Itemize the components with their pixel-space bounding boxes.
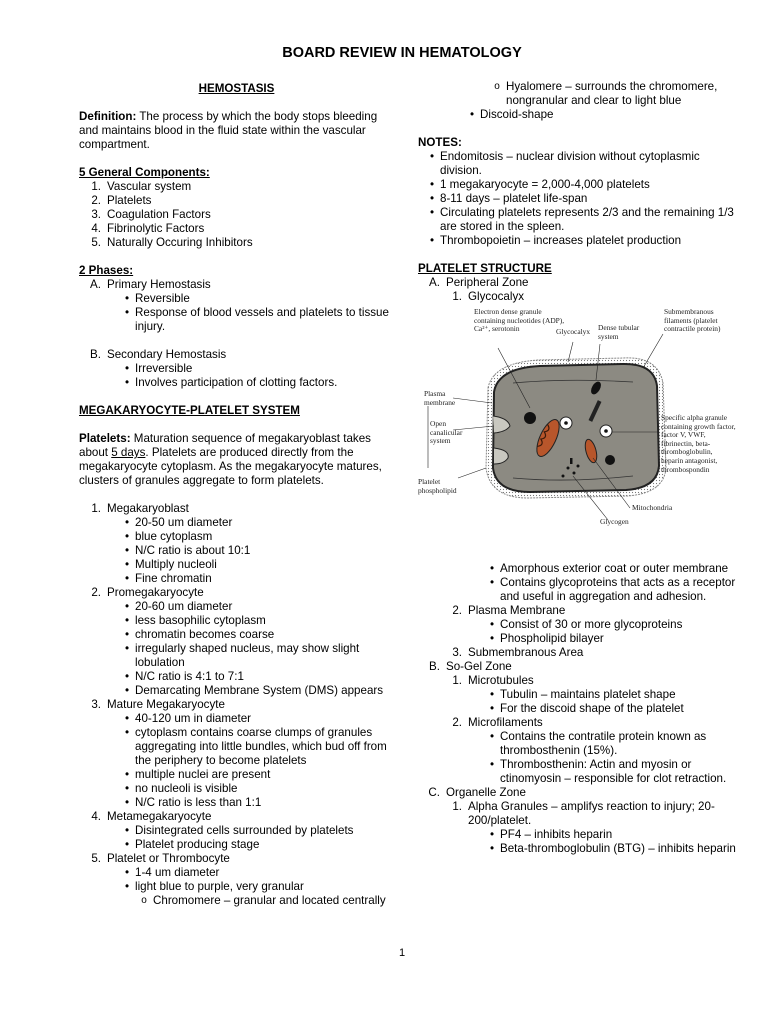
list-item: • cytoplasm contains coarse clumps of granules aggregating into little bundles, which bud off from the periphery to become platelets: [124, 726, 387, 767]
list-item: 1. Glycocalyx: [452, 290, 525, 303]
list-item: • Circulating platelets represents 2/3 and the remaining 1/3 are stored in the spleen.: [429, 206, 734, 233]
label-mitochondria: Mitochondria: [632, 503, 673, 512]
list-item: • 1-4 um diameter: [124, 866, 220, 879]
label-dense-tubular-system: Dense tubular system: [598, 323, 640, 341]
right-column: [418, 82, 736, 856]
label-plasma-membrane: Plasma membrane: [424, 389, 456, 407]
definition-text: The process by which the body stops bleeding and maintains blood in the fluid state within the vascular compartment.: [79, 110, 378, 151]
label-alpha-granule: Specific alpha granule containing growth factor, factor V, VWF, fibrinectin, beta-thromboglobulin, heparin antagonist, thrombospondin: [661, 413, 736, 474]
list-item: • irregularly shaped nucleus, may show slight lobulation: [124, 642, 360, 669]
platelet-structure-diagram: [418, 308, 736, 558]
list-item: A. Peripheral Zone: [429, 276, 529, 289]
list-item: • Consist of 30 or more glycoproteins: [489, 618, 683, 631]
label-open-canalicular-system: Open canalicular system: [430, 419, 463, 446]
label-electron-dense-granule: Electron dense granule containing nucleotides (ADP), Ca²⁺, serotonin: [474, 307, 565, 334]
list-item: • Thrombosthenin: Actin and myosin or ctinomyosin – responsible for clot retraction.: [489, 758, 727, 785]
list-item: • blue cytoplasm: [124, 530, 213, 543]
label-submembranous-filaments: Submembranous filaments (platelet contractile protein): [664, 307, 721, 334]
list-item: • Contains glycoproteins that acts as a receptor and useful in aggregation and adhesion.: [489, 576, 736, 603]
stage-1: 1. Megakaryoblast: [91, 502, 189, 515]
stage-4: 4. Metamegakaryocyte: [91, 810, 212, 823]
list-item: • Beta-thromboglobulin (BTG) – inhibits heparin: [489, 842, 736, 855]
list-item: 3. Coagulation Factors: [91, 208, 211, 221]
label-platelet-phospholipid: Platelet phospholipid: [418, 477, 457, 495]
label-glycocalyx: Glycocalyx: [556, 327, 591, 336]
list-item: • N/C ratio is about 10:1: [124, 544, 251, 557]
list-item: o Hyalomere – surrounds the chromomere, nongranular and clear to light blue: [494, 80, 718, 107]
list-item: • Disintegrated cells surrounded by platelets: [124, 824, 354, 837]
list-item: C. Organelle Zone: [428, 786, 526, 799]
list-item: • N/C ratio is less than 1:1: [124, 796, 262, 809]
list-item: • Contains the contratile protein known as thrombosthenin (15%).: [489, 730, 707, 757]
phases-heading: 2 Phases:: [79, 264, 134, 277]
definition-label: Definition:: [79, 110, 137, 123]
platelets-paragraph: Platelets: Maturation sequence of megakaryoblast takes about 5 days. Platelets are produced directly from the megakaryocyte cytoplasm. As the megakaryocyte matures, clusters of granules aggregate to form platelets.: [79, 432, 382, 487]
list-item: • For the discoid shape of the platelet: [489, 702, 684, 715]
list-item: • Endomitosis – nuclear division without cytoplasmic division.: [429, 150, 700, 177]
page-number: 1: [398, 947, 406, 959]
list-item: • Phospholipid bilayer: [489, 632, 604, 645]
notes-heading: NOTES:: [418, 136, 462, 149]
list-item: 4. Fibrinolytic Factors: [91, 222, 205, 235]
document-title: BOARD REVIEW IN HEMATOLOGY: [282, 45, 522, 61]
list-item: • Discoid-shape: [469, 108, 554, 121]
list-item: • light blue to purple, very granular: [124, 880, 304, 893]
list-item: • Irreversible: [124, 362, 193, 375]
list-item: 1. Alpha Granules – amplifys reaction to injury; 20-200/platelet.: [452, 800, 715, 827]
definition-paragraph: [79, 110, 394, 152]
list-item: • Reversible: [124, 292, 190, 305]
list-item: • PF4 – inhibits heparin: [489, 828, 613, 841]
list-item: • Involves participation of clotting factors.: [124, 376, 338, 389]
components-heading: 5 General Components:: [79, 166, 210, 179]
stage-3: 3. Mature Megakaryocyte: [91, 698, 225, 711]
list-item: • Demarcating Membrane System (DMS) appears: [124, 684, 384, 697]
mps-heading: MEGAKARYOCYTE-PLATELET SYSTEM: [79, 404, 300, 417]
list-item: 2. Plasma Membrane: [452, 604, 566, 617]
list-item: • Fine chromatin: [124, 572, 212, 585]
list-item: • Amorphous exterior coat or outer membrane: [489, 562, 729, 575]
list-item: • less basophilic cytoplasm: [124, 614, 266, 627]
list-item: • Tubulin – maintains platelet shape: [489, 688, 676, 701]
hemostasis-heading: HEMOSTASIS: [198, 82, 275, 95]
list-item: B. Secondary Hemostasis: [90, 348, 227, 361]
list-item: • Thrombopoietin – increases platelet production: [429, 234, 682, 247]
list-item: o Chromomere – granular and located centrally: [141, 894, 386, 907]
list-item: • 20-50 um diameter: [124, 516, 233, 529]
list-item: 1. Microtubules: [452, 674, 534, 687]
list-item: • multiple nuclei are present: [124, 768, 271, 781]
list-item: • Platelet producing stage: [124, 838, 260, 851]
list-item: • 40-120 um in diameter: [124, 712, 251, 725]
list-item: 5. Naturally Occuring Inhibitors: [91, 236, 253, 249]
list-item: 2. Platelets: [91, 194, 152, 207]
list-item: • chromatin becomes coarse: [124, 628, 275, 641]
list-item: • no nucleoli is visible: [124, 782, 238, 795]
list-item: • N/C ratio is 4:1 to 7:1: [124, 670, 244, 683]
list-item: 2. Microfilaments: [452, 716, 543, 729]
list-item: • Multiply nucleoli: [124, 558, 217, 571]
platelet-structure-heading: PLATELET STRUCTURE: [418, 262, 552, 275]
left-column: [79, 82, 394, 908]
list-item: B. So-Gel Zone: [429, 660, 512, 673]
list-item: 1. Vascular system: [91, 180, 192, 193]
list-item: • 20-60 um diameter: [124, 600, 233, 613]
label-glycogen: Glycogen: [600, 517, 629, 526]
list-item: 3. Submembranous Area: [452, 646, 584, 659]
list-item: • 1 megakaryocyte = 2,000-4,000 platelets: [429, 178, 650, 191]
stage-5: 5. Platelet or Thrombocyte: [91, 852, 230, 865]
stage-2: 2. Promegakaryocyte: [91, 586, 204, 599]
list-item: • Response of blood vessels and platelets to tissue injury.: [124, 306, 389, 333]
list-item: • 8-11 days – platelet life-span: [429, 192, 588, 205]
list-item: A. Primary Hemostasis: [90, 278, 211, 291]
